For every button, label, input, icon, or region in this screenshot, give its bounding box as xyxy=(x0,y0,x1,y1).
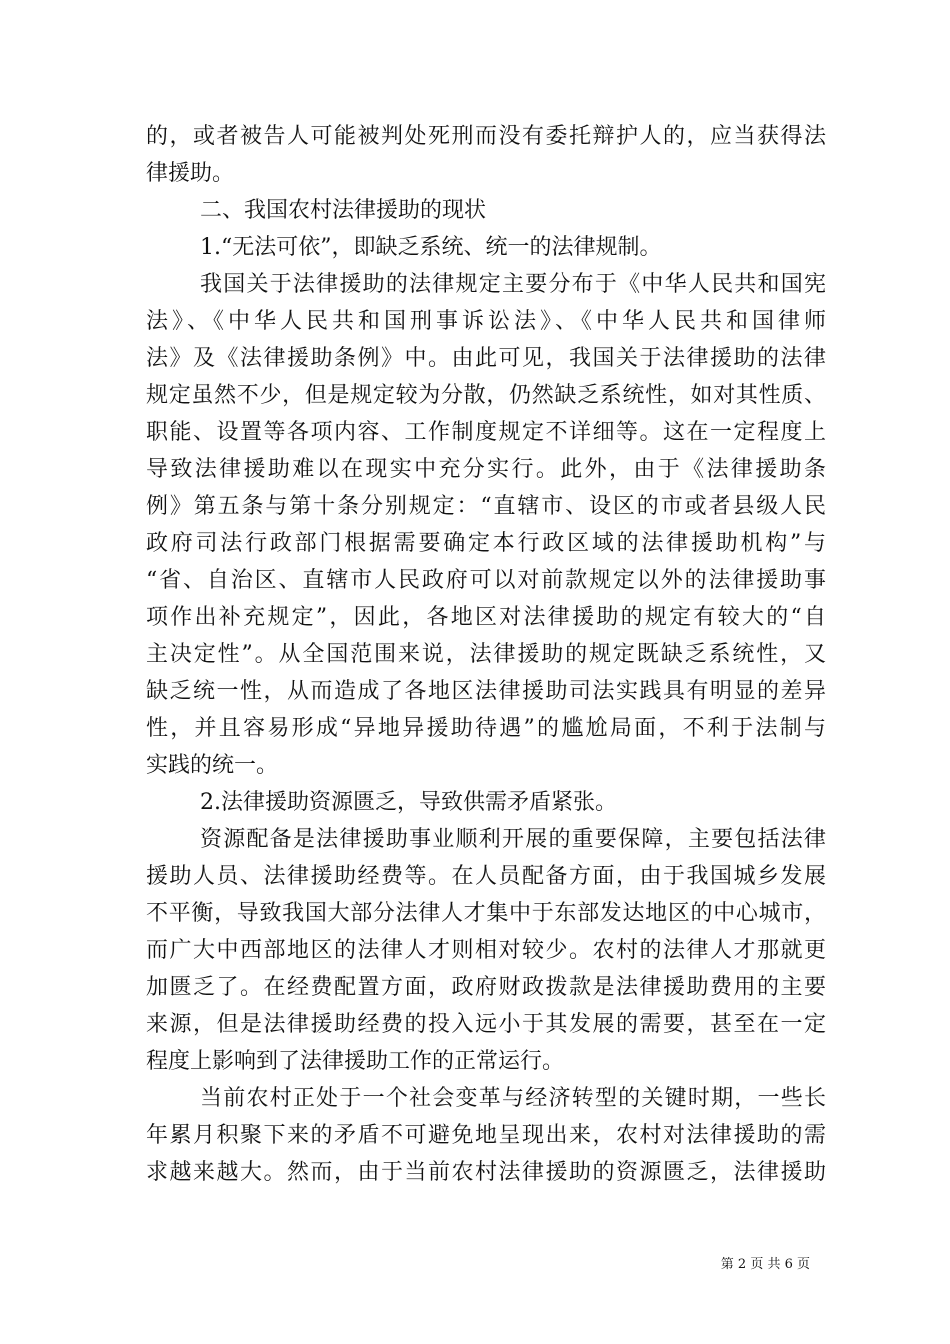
text-line: 资源配备是法律援助事业顺利开展的重要保障，主要包括法律 xyxy=(200,827,826,852)
text-line: 加匮乏了。在经费配置方面，政府财政拨款是法律援助费用的主要 xyxy=(146,975,826,1000)
text-line: 规定虽然不少，但是规定较为分散，仍然缺乏系统性，如对其性质、 xyxy=(146,383,826,408)
text-line: 职能、设置等各项内容、工作制度规定不详细等。这在一定程度上 xyxy=(146,420,826,445)
text-line: 法》、《中华人民共和国刑事诉讼法》、《中华人民共和国律师 xyxy=(146,309,826,334)
text-line: 的，或者被告人可能被判处死刑而没有委托辩护人的，应当获得法 xyxy=(146,124,826,149)
text-line: 例》第五条与第十条分别规定：“直辖市、设区的市或者县级人民 xyxy=(146,494,826,519)
text-line: 不平衡，导致我国大部分法律人才集中于东部发达地区的中心城市， xyxy=(146,901,826,926)
text-line: 年累月积聚下来的矛盾不可避免地呈现出来，农村对法律援助的需 xyxy=(146,1123,826,1148)
text-line: 求越来越大。然而，由于当前农村法律援助的资源匮乏，法律援助 xyxy=(146,1160,826,1185)
text-line: 政府司法行政部门根据需要确定本行政区域的法律援助机构”与 xyxy=(146,531,826,556)
text-line: “省、自治区、直辖市人民政府可以对前款规定以外的法律援助事 xyxy=(146,568,826,593)
text-line: 而广大中西部地区的法律人才则相对较少。农村的法律人才那就更 xyxy=(146,938,826,963)
subsection-heading: 1.“无法可依”，即缺乏系统、统一的法律规制。 xyxy=(200,235,662,260)
page-number: 第 2 页 共 6 页 xyxy=(720,1257,810,1272)
text-line: 缺乏统一性，从而造成了各地区法律援助司法实践具有明显的差异 xyxy=(146,679,826,704)
text-line: 来源，但是法律援助经费的投入远小于其发展的需要，甚至在一定 xyxy=(146,1012,826,1037)
text-line: 我国关于法律援助的法律规定主要分布于《中华人民共和国宪 xyxy=(200,272,826,297)
section-heading: 二、我国农村法律援助的现状 xyxy=(200,198,487,223)
text-line: 导致法律援助难以在现实中充分实行。此外，由于《法律援助条 xyxy=(146,457,826,482)
text-line: 主决定性”。从全国范围来说，法律援助的规定既缺乏系统性，又 xyxy=(146,642,826,667)
text-line: 程度上影响到了法律援助工作的正常运行。 xyxy=(146,1049,565,1074)
text-line: 性，并且容易形成“异地异援助待遇”的尴尬局面，不利于法制与 xyxy=(146,716,826,741)
subsection-heading: 2.法律援助资源匮乏，导致供需矛盾紧张。 xyxy=(200,790,617,815)
text-line: 项作出补充规定”，因此，各地区对法律援助的规定有较大的“自 xyxy=(146,605,826,630)
text-line: 律援助。 xyxy=(146,161,235,186)
text-line: 实践的统一。 xyxy=(146,753,279,778)
text-line: 援助人员、法律援助经费等。在人员配备方面，由于我国城乡发展 xyxy=(146,864,826,889)
text-line: 法》及《法律援助条例》中。由此可见，我国关于法律援助的法律 xyxy=(146,346,826,371)
document-body xyxy=(146,118,826,1191)
text-line: 当前农村正处于一个社会变革与经济转型的关键时期，一些长 xyxy=(200,1086,826,1111)
